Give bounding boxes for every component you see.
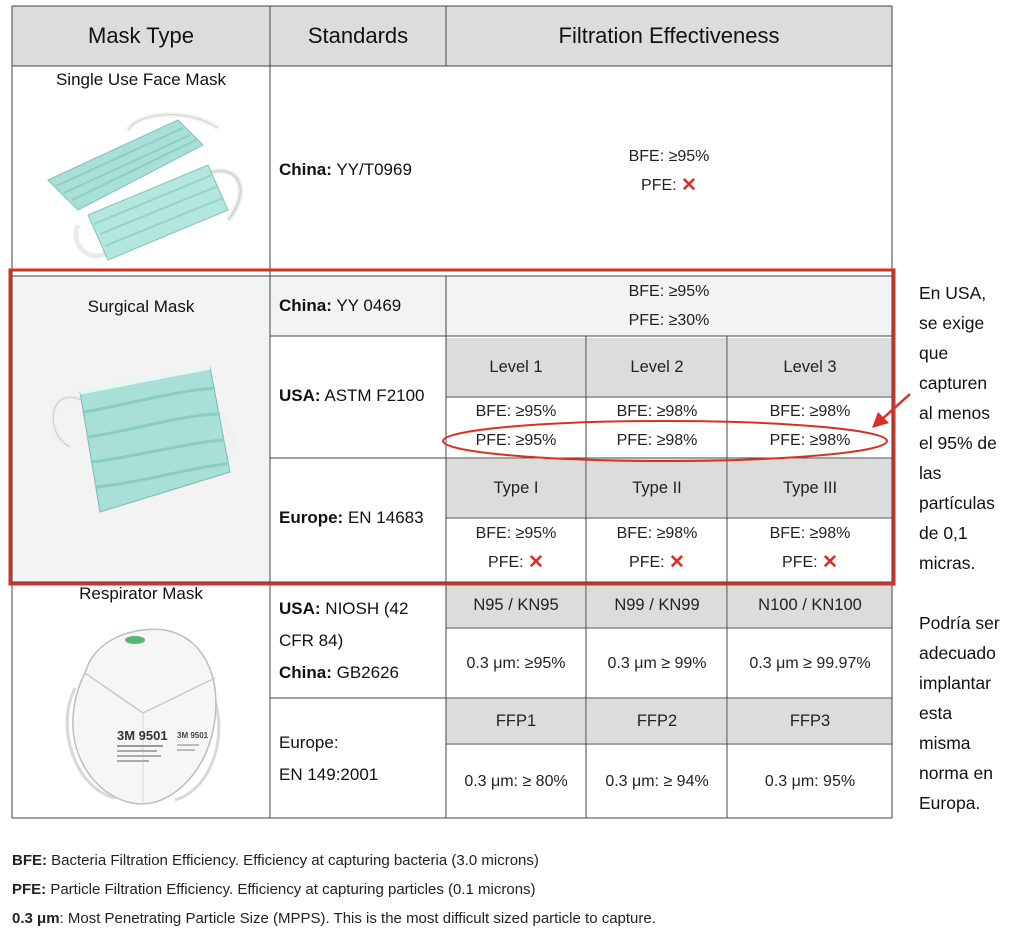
level-2-pfe: PFE: ≥98% <box>616 432 698 449</box>
ffp2-value: 0.3 μm: ≥ 94% <box>605 772 709 790</box>
type-1-pfe-label: PFE: <box>488 554 524 571</box>
single-use-mask-name: Single Use Face Mask <box>55 70 227 89</box>
n95-value: 0.3 μm: ≥95% <box>466 654 566 672</box>
pfe-highlight-ellipse <box>443 421 887 461</box>
footnote-text: : Most Penetrating Particle Size (MPPS). This is the most difficult sized particle to capture. <box>59 910 656 927</box>
note-line: capturen <box>919 373 988 393</box>
note-line: al menos <box>919 403 991 423</box>
single-use-bfe: BFE: ≥95% <box>628 148 710 165</box>
note-line: que <box>919 343 949 363</box>
header-mask-type: Mask Type <box>88 23 194 48</box>
footnote-term: PFE: <box>12 881 47 898</box>
side-note-usa <box>919 278 1029 578</box>
surgical-china-country: China: <box>279 296 332 315</box>
level-2-bfe: BFE: ≥98% <box>616 403 698 420</box>
note-line: Europa. <box>919 793 981 813</box>
cross-icon: ✕ <box>681 175 697 196</box>
cross-icon: ✕ <box>528 552 544 573</box>
single-use-standard-code: YY/T0969 <box>336 160 412 179</box>
sub-header-level-2: Level 2 <box>587 338 727 396</box>
note-line: micras. <box>919 553 976 573</box>
note-line: de 0,1 <box>919 523 968 543</box>
surgical-china-bfe: BFE: ≥95% <box>628 283 710 300</box>
respirator-mask-name: Respirator Mask <box>79 584 203 603</box>
sub-header-n100: N100 / KN100 <box>728 583 892 627</box>
type-2-bfe: BFE: ≥98% <box>616 525 698 542</box>
header-standards: Standards <box>307 23 409 48</box>
side-note-europe <box>919 608 1029 818</box>
header-filtration: Filtration Effectiveness <box>558 23 780 48</box>
footnote-mpps <box>12 910 1022 927</box>
respirator-china-country: China: <box>279 663 332 682</box>
respirator-europe-country: Europe: <box>279 733 339 752</box>
note-line: el 95% de <box>919 433 997 453</box>
footnote-pfe <box>12 881 1022 898</box>
surgical-highlight-box <box>10 270 894 584</box>
sub-header-ffp2: FFP2 <box>587 699 727 743</box>
sub-header-type-2: Type II <box>587 459 727 517</box>
surgical-usa-country: USA: <box>279 386 321 405</box>
note-line: se exige <box>919 313 985 333</box>
level-1-pfe: PFE: ≥95% <box>475 432 557 449</box>
n100-value: 0.3 μm ≥ 99.97% <box>749 654 871 672</box>
footnote-term: BFE: <box>12 852 47 869</box>
sub-header-level-1: Level 1 <box>446 338 586 396</box>
note-line: norma en <box>919 763 993 783</box>
note-line: implantar <box>919 673 991 693</box>
respirator-china-code: GB2626 <box>336 663 400 682</box>
footnote-term: 0.3 μm <box>12 910 60 927</box>
cross-icon: ✕ <box>822 552 838 573</box>
level-3-bfe: BFE: ≥98% <box>769 403 851 420</box>
type-3-bfe: BFE: ≥98% <box>769 525 851 542</box>
surgical-mask-name: Surgical Mask <box>87 297 195 316</box>
respirator-usa-country: USA: <box>279 599 321 618</box>
type-3-pfe-label: PFE: <box>782 554 818 571</box>
surgical-europe-country: Europe: <box>279 508 344 527</box>
sub-header-ffp3: FFP3 <box>728 699 892 743</box>
sub-header-n95: N95 / KN95 <box>446 583 586 627</box>
respirator-europe-code: EN 149:2001 <box>279 765 379 784</box>
footnote-text: Bacteria Filtration Efficiency. Efficiency at capturing bacteria (3.0 microns) <box>47 852 539 869</box>
surgical-usa-code: ASTM F2100 <box>324 386 425 405</box>
mask-print-main: 3M 9501 <box>117 728 168 743</box>
n99-value: 0.3 μm ≥ 99% <box>607 654 707 672</box>
sub-header-ffp1: FFP1 <box>446 699 586 743</box>
single-use-standard-country: China: <box>279 160 332 179</box>
cross-icon: ✕ <box>669 552 685 573</box>
footnote-text: Particle Filtration Efficiency. Efficiency at capturing particles (0.1 microns) <box>46 881 536 898</box>
sub-header-n99: N99 / KN99 <box>587 583 727 627</box>
footnote-bfe <box>12 852 1022 869</box>
sub-header-type-3: Type III <box>728 459 892 517</box>
note-line: En USA, <box>919 283 987 303</box>
note-line: Podría ser <box>919 613 1000 633</box>
single-use-pfe-label: PFE: <box>641 177 677 194</box>
sub-header-type-1: Type I <box>446 459 586 517</box>
surgical-china-code: YY 0469 <box>336 296 402 315</box>
note-line: partículas <box>919 493 995 513</box>
mask-print-side: 3M 9501 <box>177 731 209 740</box>
ffp3-value: 0.3 μm: 95% <box>764 772 856 790</box>
type-2-pfe-label: PFE: <box>629 554 665 571</box>
level-1-bfe: BFE: ≥95% <box>475 403 557 420</box>
surgical-china-pfe: PFE: ≥30% <box>628 312 710 329</box>
level-3-pfe: PFE: ≥98% <box>769 432 851 449</box>
respirator-usa-code: NIOSH (42 <box>325 599 409 618</box>
surgical-europe-code: EN 14683 <box>347 508 424 527</box>
respirator-usa-code-2: CFR 84) <box>279 631 344 650</box>
note-line: esta <box>919 703 953 723</box>
note-line: las <box>919 463 942 483</box>
sub-header-level-3: Level 3 <box>728 338 892 396</box>
type-1-bfe: BFE: ≥95% <box>475 525 557 542</box>
note-line: misma <box>919 733 971 753</box>
ffp1-value: 0.3 μm: ≥ 80% <box>464 772 568 790</box>
note-line: adecuado <box>919 643 996 663</box>
